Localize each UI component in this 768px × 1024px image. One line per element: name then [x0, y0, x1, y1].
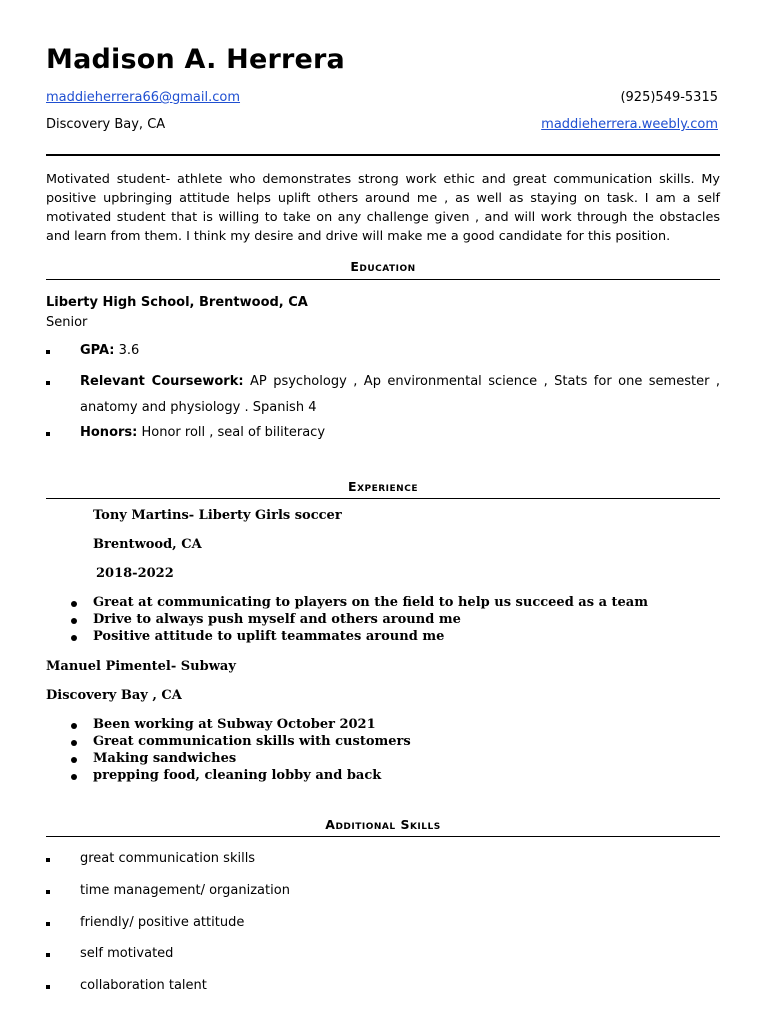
school-name: Liberty High School, Brentwood, CA [46, 295, 308, 310]
gpa-line [80, 343, 139, 358]
header-divider [46, 154, 720, 156]
bullet-dot-icon [71, 757, 77, 763]
bullet-square-icon [46, 858, 50, 862]
email-link[interactable]: maddieherrera66@gmail.com [46, 90, 241, 105]
section-title-experience: Experience [348, 479, 418, 494]
skills-divider [46, 836, 720, 837]
skill-item: collaboration talent [80, 978, 207, 993]
coursework-label: Relevant Coursework: [80, 374, 244, 389]
job-bullet: Been working at Subway October 2021 [93, 717, 376, 732]
bullet-square-icon [46, 381, 50, 385]
gpa-value: 3.6 [118, 343, 140, 358]
bullet-dot-icon [71, 723, 77, 729]
job-bullet: Drive to always push myself and others around me [93, 612, 461, 627]
bullet-square-icon [46, 890, 50, 894]
bullet-dot-icon [71, 601, 77, 607]
job-bullet: Great at communicating to players on the field to help us succeed as a team [93, 595, 648, 610]
honors-label: Honors: [80, 425, 138, 440]
bullet-dot-icon [71, 618, 77, 624]
bullet-square-icon [46, 922, 50, 926]
bullet-square-icon [46, 432, 50, 436]
bullet-dot-icon [71, 740, 77, 746]
job-dates: 2018-2022 [96, 566, 174, 581]
bullet-dot-icon [71, 635, 77, 641]
gpa-label: GPA: [80, 343, 115, 358]
job-location: Brentwood, CA [93, 537, 202, 552]
job-employer: Tony Martins- Liberty Girls soccer [93, 508, 342, 523]
coursework-value: AP psychology , Ap environmental science , Stats for one semester , [250, 374, 721, 389]
bullet-square-icon [46, 953, 50, 957]
coursework-continuation: anatomy and physiology . Spanish 4 [80, 400, 317, 415]
job-location: Discovery Bay , CA [46, 688, 182, 703]
honors-line [80, 425, 325, 440]
experience-divider [46, 498, 720, 499]
section-title-education: Education [350, 259, 416, 274]
skill-item: friendly/ positive attitude [80, 915, 245, 930]
bullet-dot-icon [71, 774, 77, 780]
applicant-name: Madison A. Herrera [46, 44, 345, 75]
job-bullet: Great communication skills with customers [93, 734, 411, 749]
job-bullet: Making sandwiches [93, 751, 237, 766]
summary-paragraph: Motivated student- athlete who demonstrates strong work ethic and great communication skills. My positive upbringing attitude helps uplift others around me , as well as staying on task. I am a self motivated student that is willing to take on any challenge given , and will work through the obstacles and learn from them. I think my desire and drive will make me a good candidate for this position. [46, 172, 720, 244]
bullet-square-icon [46, 985, 50, 989]
honors-value: Honor roll , seal of biliteracy [141, 425, 326, 440]
website-link[interactable]: maddieherrera.weebly.com [541, 117, 718, 132]
bullet-square-icon [46, 350, 50, 354]
coursework-line [80, 374, 720, 389]
job-employer: Manuel Pimentel- Subway [46, 659, 236, 674]
job-bullet: prepping food, cleaning lobby and back [93, 768, 382, 783]
skill-item: self motivated [80, 946, 174, 961]
education-divider [46, 279, 720, 280]
skill-item: great communication skills [80, 851, 256, 866]
section-title-skills: Additional Skills [325, 817, 441, 832]
job-bullet: Positive attitude to uplift teammates around me [93, 629, 445, 644]
phone-number: (925)549-5315 [620, 90, 718, 105]
skill-item: time management/ organization [80, 883, 290, 898]
grade-level: Senior [46, 315, 88, 330]
location: Discovery Bay, CA [46, 117, 166, 132]
